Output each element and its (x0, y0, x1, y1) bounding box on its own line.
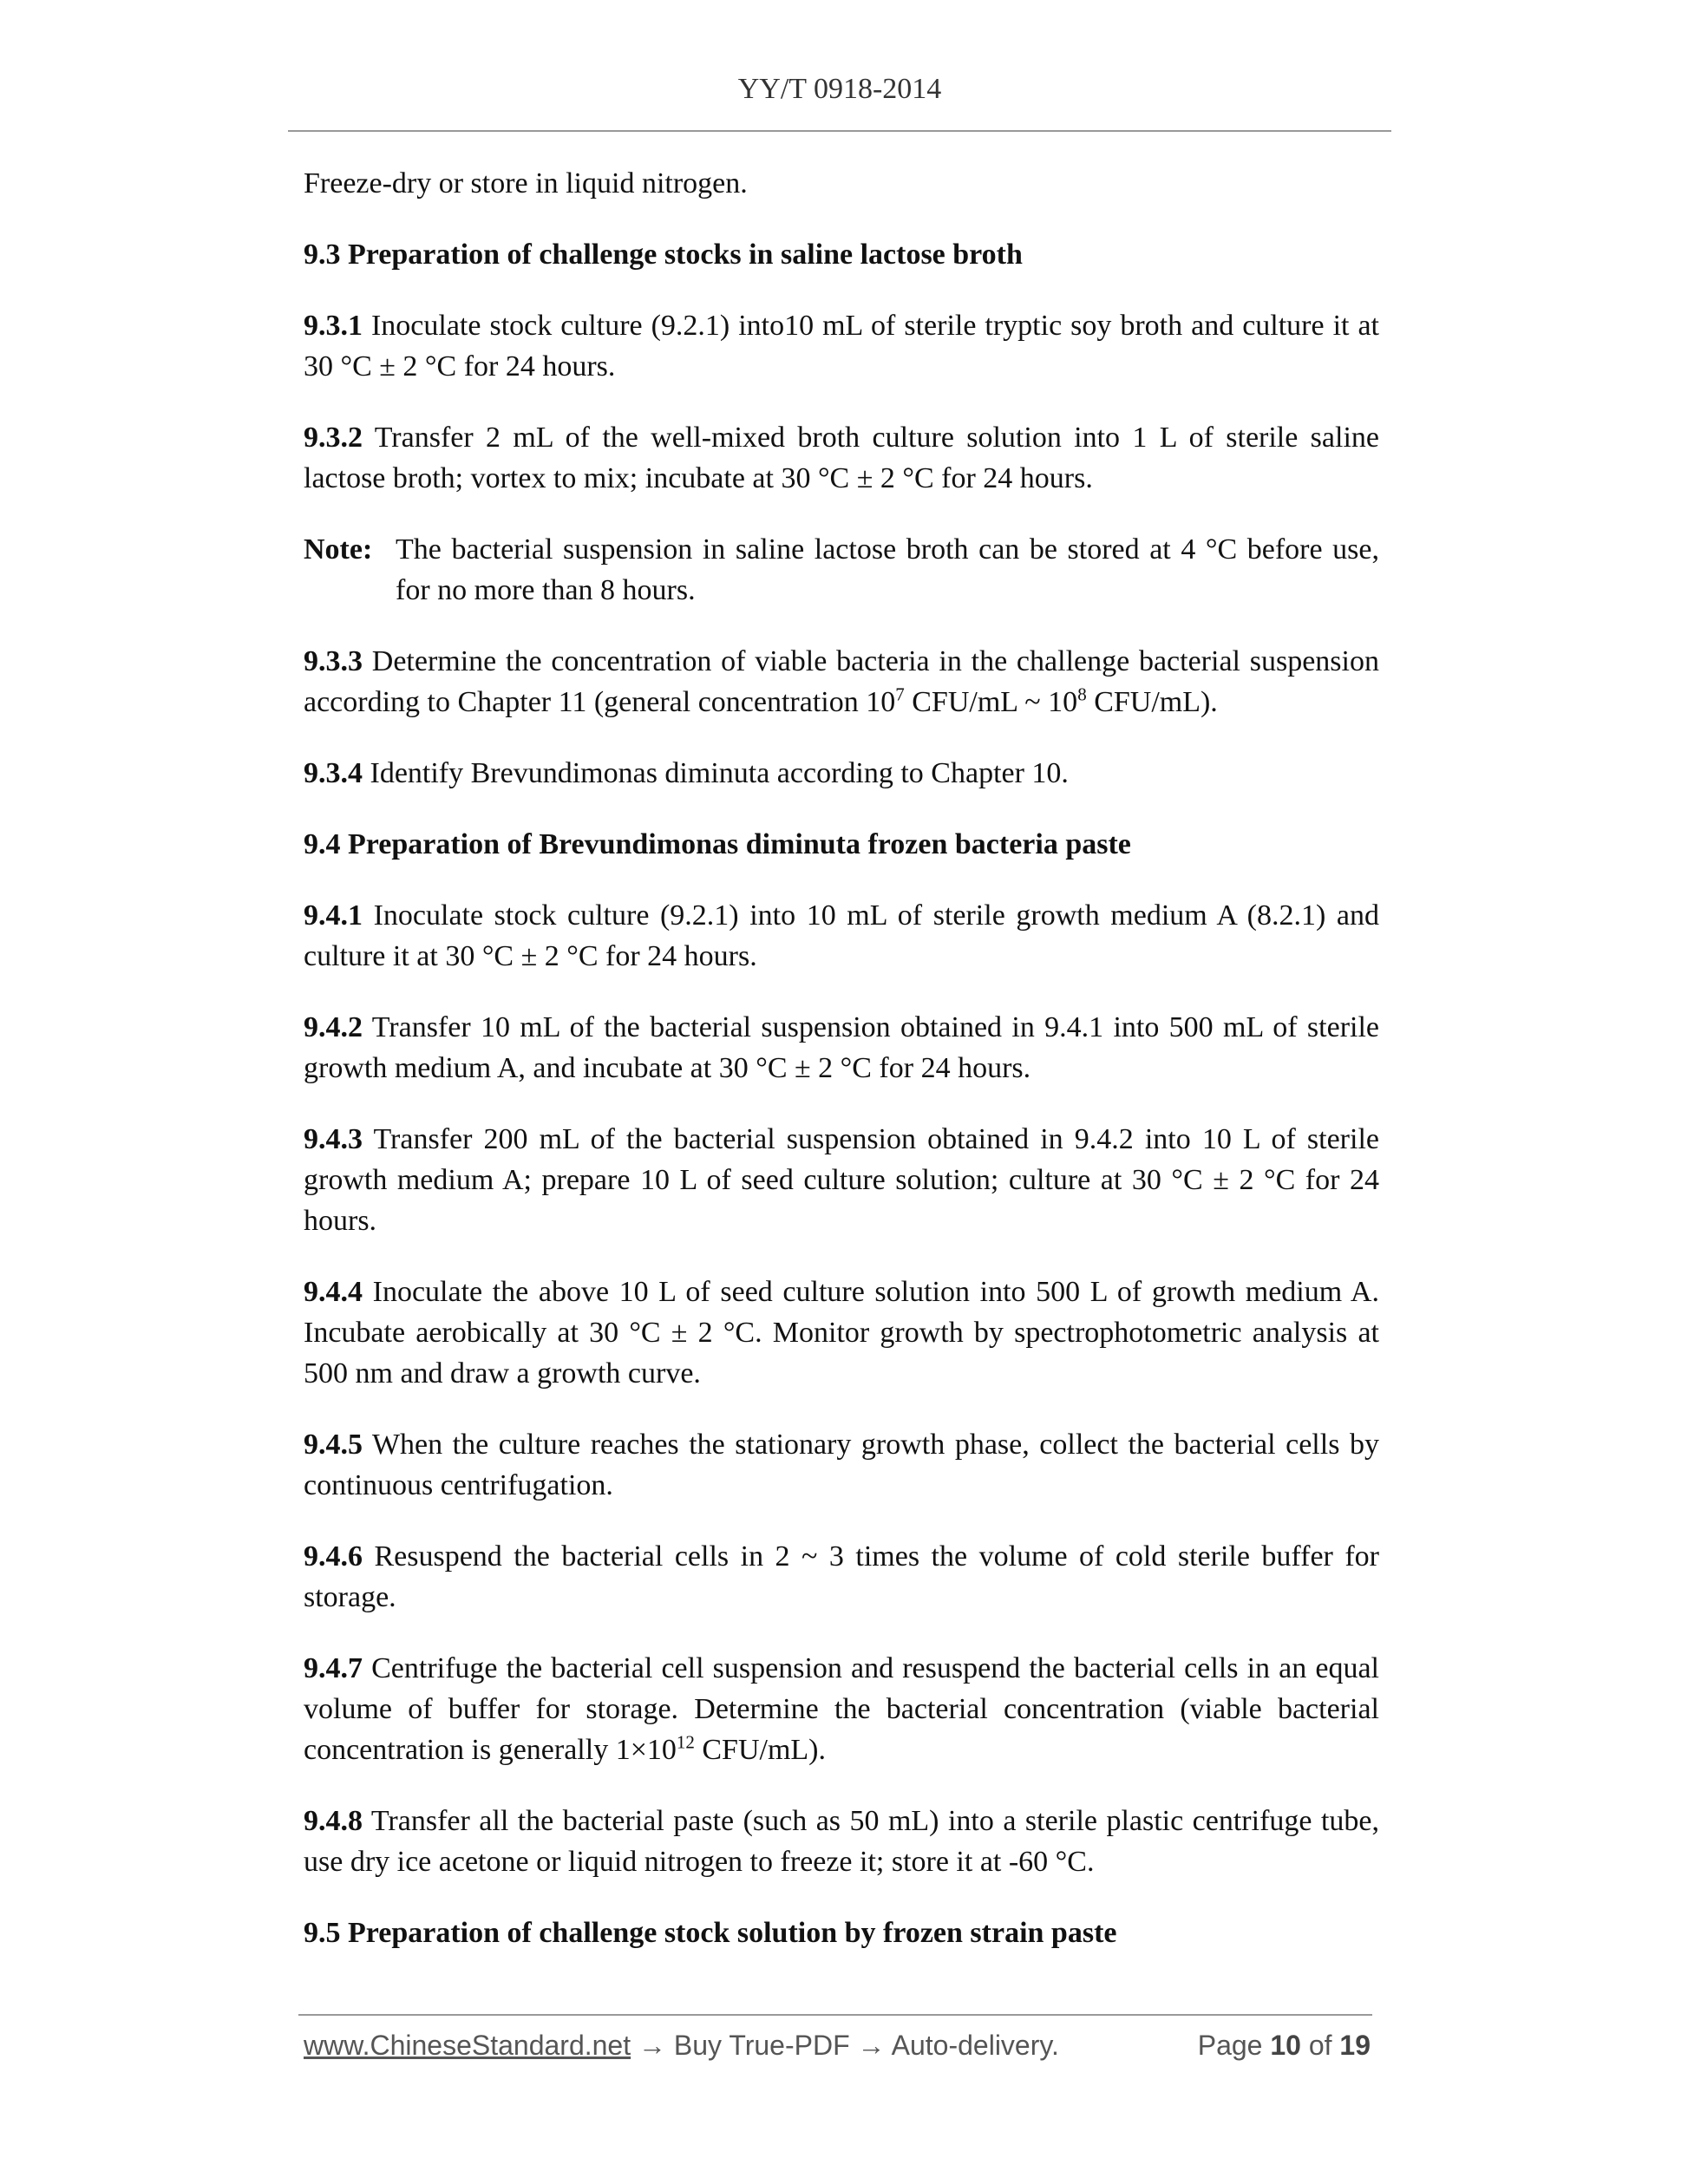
clause-text: Inoculate the above 10 L of seed culture solution into 500 L of growth medium A. Incubate aerobically at 30 °C ± 2 °C. Monitor growth by spectrophotometric analysis at 500 nm and draw a growth curve. (304, 1276, 1379, 1390)
clause-number: 9.3.4 (304, 757, 363, 789)
clause-number: 9.4.6 (304, 1540, 363, 1573)
clause-text: Identify Brevundimonas diminuta according to Chapter 10. (363, 757, 1069, 789)
clause-text: Inoculate stock culture (9.2.1) into10 mL of sterile tryptic soy broth and culture it at 30 °C ± 2 °C for 24 hours. (304, 310, 1379, 383)
clause-text: Resuspend the bacterial cells in 2 ~ 3 times the volume of cold sterile buffer for storage. (304, 1540, 1379, 1613)
clause-text: When the culture reaches the stationary growth phase, collect the bacterial cells by continuous centrifugation. (304, 1429, 1379, 1501)
clause-number: 9.4.8 (304, 1805, 363, 1837)
clause-9-4-4 (304, 1272, 1379, 1394)
clause-text: Transfer 2 mL of the well-mixed broth culture solution into 1 L of sterile saline lactose broth; vortex to mix; incubate at 30 °C ± 2 °C for 24 hours. (304, 422, 1379, 494)
clause-9-3-2 (304, 417, 1379, 499)
clause-9-3-3 (304, 641, 1379, 723)
clause-9-4-1 (304, 895, 1379, 977)
clause-text: Transfer 200 mL of the bacterial suspension obtained in 9.4.2 into 10 L of sterile growth medium A; prepare 10 L of seed culture solution; culture at 30 °C ± 2 °C for 24 hours. (304, 1123, 1379, 1237)
clause-9-3-4 (304, 753, 1379, 794)
clause-number: 9.3.3 (304, 645, 363, 677)
clause-9-4-5 (304, 1424, 1379, 1506)
of-word: of (1300, 2030, 1340, 2061)
note-label: Note: (304, 533, 373, 566)
clause-number: 9.4.1 (304, 899, 363, 932)
site-link[interactable]: www.ChineseStandard.net (304, 2030, 631, 2061)
clause-number: 9.4.3 (304, 1123, 363, 1155)
clause-number: 9.4.4 (304, 1276, 363, 1308)
superscript: 12 (676, 1731, 695, 1753)
note-text: The bacterial suspension in saline lactose broth can be stored at 4 °C before use, for no more than 8 hours. (396, 533, 1379, 606)
clause-text: CFU/mL). (694, 1734, 826, 1766)
clause-9-3-1 (304, 305, 1379, 387)
clause-text: Transfer 10 mL of the bacterial suspension obtained in 9.4.1 into 500 mL of sterile growth medium A, and incubate at 30 °C ± 2 °C for 24 hours. (304, 1011, 1379, 1084)
section-heading-9-3: 9.3 Preparation of challenge stocks in saline lactose broth (304, 239, 1023, 271)
clause-number: 9.3.1 (304, 310, 363, 342)
page-indicator (1198, 2030, 1371, 2062)
clause-9-4-3 (304, 1119, 1379, 1241)
page-footer (304, 2030, 1379, 2068)
footer-divider (298, 2014, 1372, 2016)
page-total: 19 (1339, 2030, 1371, 2061)
clause-number: 9.4.2 (304, 1011, 363, 1043)
footer-tagline: → Buy True-PDF → Auto-delivery. (631, 2030, 1059, 2061)
clause-text: Inoculate stock culture (9.2.1) into 10 mL of sterile growth medium A (8.2.1) and culture it at 30 °C ± 2 °C for 24 hours. (304, 899, 1379, 972)
clause-number: 9.4.5 (304, 1429, 363, 1461)
clause-text: Transfer all the bacterial paste (such as 50 mL) into a sterile plastic centrifuge tube, use dry ice acetone or liquid nitrogen to freeze it; store it at -60 °C. (304, 1805, 1379, 1878)
document-body (304, 163, 1379, 1984)
section-heading-9-5: 9.5 Preparation of challenge stock solution by frozen strain paste (304, 1917, 1117, 1949)
clause-9-4-2 (304, 1007, 1379, 1089)
clause-9-4-8 (304, 1801, 1379, 1882)
superscript: 8 (1077, 683, 1087, 705)
superscript: 7 (895, 683, 905, 705)
clause-9-4-7 (304, 1648, 1379, 1770)
header-divider (288, 130, 1391, 132)
section-heading-9-4: 9.4 Preparation of Brevundimonas diminuta frozen bacteria paste (304, 828, 1131, 860)
clause-text: CFU/mL). (1086, 686, 1218, 718)
clause-number: 9.4.7 (304, 1652, 363, 1684)
footer-promo (304, 2030, 1059, 2062)
paragraph: Freeze-dry or store in liquid nitrogen. (304, 167, 748, 199)
clause-number: 9.3.2 (304, 422, 363, 454)
clause-text: Centrifuge the bacterial cell suspension and resuspend the bacterial cells in an equal volume of buffer for storage. Determine the bacterial concentration (viable bacterial concentration is generally 1×10 (304, 1652, 1379, 1766)
clause-text: CFU/mL ~ 10 (904, 686, 1078, 718)
page-word: Page (1197, 2030, 1271, 2061)
page-header: YY/T 0918-2014 (737, 73, 942, 105)
clause-9-4-6 (304, 1536, 1379, 1618)
page-current: 10 (1270, 2030, 1301, 2061)
note-block (304, 529, 1379, 611)
clause-text: Determine the concentration of viable bacteria in the challenge bacterial suspension according to Chapter 11 (general concentration 10 (304, 645, 1379, 718)
